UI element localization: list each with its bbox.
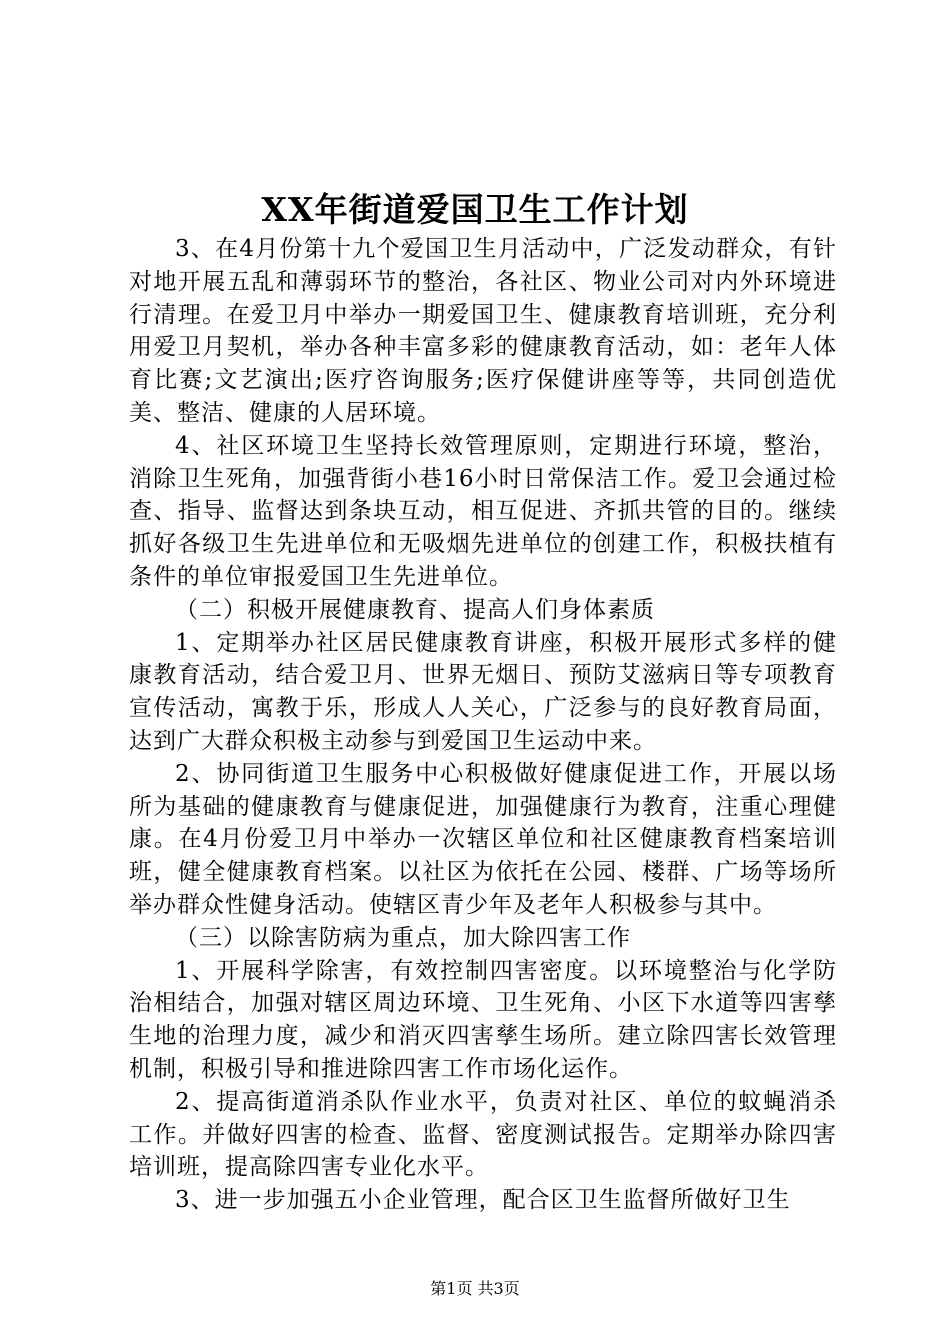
paragraph: 2、协同街道卫生服务中心积极做好健康促进工作，开展以场所为基础的健康教育与健康促进，加强健康行为教育，注重心理健康。在4月份爱卫月中举办一次辖区单位和社区健康教育档案培训班，健全健康教育档案。以社区为依托在公园、楼群、广场等场所举办群众性健身活动。使辖区青少年及老年人积极参与其中。	[129, 760, 837, 918]
document-title: XX年街道爱国卫生工作计划	[261, 190, 689, 229]
page-number: 第1页 共3页	[430, 1279, 520, 1298]
paragraph: 2、提高街道消杀队作业水平，负责对社区、单位的蚊蝇消杀工作。并做好四害的检查、监督、密度测试报告。定期举办除四害培训班，提高除四害专业化水平。	[129, 1088, 837, 1181]
document-body	[129, 233, 837, 1217]
paragraph: 4、社区环境卫生坚持长效管理原则，定期进行环境，整治，消除卫生死角，加强背街小巷16小时日常保洁工作。爱卫会通过检查、指导、监督达到条块互动，相互促进、齐抓共管的目的。继续抓好各级卫生先进单位和无吸烟先进单位的创建工作，积极扶植有条件的单位审报爱国卫生先进单位。	[129, 432, 837, 590]
paragraph: 3、进一步加强五小企业管理，配合区卫生监督所做好卫生	[175, 1187, 791, 1214]
section-heading: （二）积极开展健康教育、提高人们身体素质	[175, 596, 655, 623]
paragraph: 1、开展科学除害，有效控制四害密度。以环境整治与化学防治相结合，加强对辖区周边环境、卫生死角、小区下水道等四害孳生地的治理力度，减少和消灭四害孳生场所。建立除四害长效管理机制，积极引导和推进除四害工作市场化运作。	[129, 957, 837, 1082]
paragraph: 3、在4月份第十九个爱国卫生月活动中，广泛发动群众，有针对地开展五乱和薄弱环节的整治，各社区、物业公司对内外环境进行清理。在爱卫月中举办一期爱国卫生、健康教育培训班，充分利用爱卫月契机，举办各种丰富多彩的健康教育活动，如：老年人体育比赛;文艺演出;医疗咨询服务;医疗保健讲座等等，共同创造优美、整洁、健康的人居环境。	[129, 236, 837, 426]
section-heading: （三）以除害防病为重点，加大除四害工作	[175, 924, 631, 951]
paragraph: 1、定期举办社区居民健康教育讲座，积极开展形式多样的健康教育活动，结合爱卫月、世界无烟日、预防艾滋病日等专项教育宣传活动，寓教于乐，形成人人关心，广泛参与的良好教育局面，达到广大群众积极主动参与到爱国卫生运动中来。	[129, 629, 837, 754]
